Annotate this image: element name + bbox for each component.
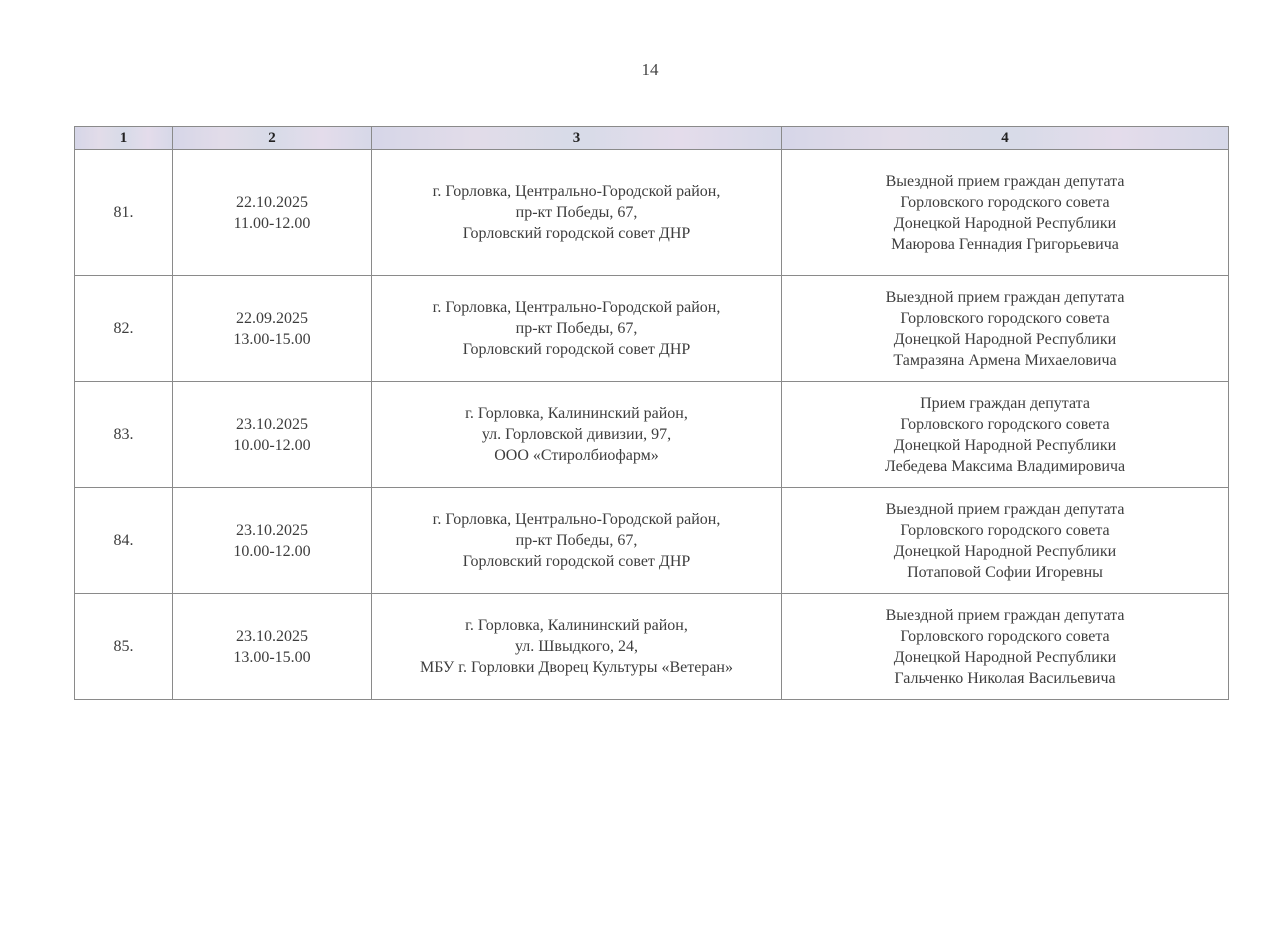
page-number: 14 — [641, 60, 659, 79]
event-line: Прием граждан депутата — [920, 394, 1090, 412]
address-line: г. Горловка, Центрально-Городской район, — [432, 183, 721, 200]
date: 22.10.2025 — [236, 193, 308, 211]
address-cell — [372, 488, 782, 594]
event-line: Выездной прием граждан депутата — [885, 172, 1125, 190]
address-line: Горловский городской совет ДНР — [462, 553, 691, 570]
column-header-3: 3 — [372, 127, 782, 150]
event-line: Горловского городского совета — [900, 627, 1110, 645]
row-number: 84. — [75, 488, 173, 594]
time: 11.00-12.00 — [233, 214, 311, 232]
time: 10.00-12.00 — [233, 436, 311, 454]
event-cell — [782, 382, 1229, 488]
time: 13.00-15.00 — [233, 648, 311, 666]
event-line: Маюрова Геннадия Григорьевича — [891, 235, 1119, 253]
address-line: ул. Горловской дивизии, 97, — [481, 426, 672, 443]
table-row — [75, 276, 1229, 382]
table-row — [75, 488, 1229, 594]
address-line: пр-кт Победы, 67, — [515, 532, 638, 549]
date-time-cell — [173, 382, 372, 488]
address-line: г. Горловка, Центрально-Городской район, — [432, 299, 721, 316]
event-cell — [782, 150, 1229, 276]
address-line: пр-кт Победы, 67, — [515, 320, 638, 337]
row-number: 83. — [75, 382, 173, 488]
date: 23.10.2025 — [236, 415, 308, 433]
header-row — [75, 127, 1229, 150]
date-time-cell — [173, 150, 372, 276]
address-cell — [372, 382, 782, 488]
date-time-cell — [173, 276, 372, 382]
address-line: Горловский городской совет ДНР — [462, 225, 691, 242]
table-row — [75, 382, 1229, 488]
address-cell — [372, 276, 782, 382]
date-time-cell — [173, 594, 372, 700]
event-line: Выездной прием граждан депутата — [885, 606, 1125, 624]
column-header-4: 4 — [782, 127, 1229, 150]
event-line: Гальченко Николая Васильевича — [894, 669, 1116, 687]
schedule-table — [74, 126, 1229, 700]
row-number: 85. — [75, 594, 173, 700]
table-row — [75, 150, 1229, 276]
event-line: Выездной прием граждан депутата — [885, 288, 1125, 306]
table-row — [75, 594, 1229, 700]
date: 23.10.2025 — [236, 521, 308, 539]
address-line: Горловский городской совет ДНР — [462, 341, 691, 358]
address-line: г. Горловка, Калининский район, — [465, 405, 688, 422]
event-line: Горловского городского совета — [900, 193, 1110, 211]
address-line: г. Горловка, Калининский район, — [465, 617, 688, 634]
date-time-cell — [173, 488, 372, 594]
event-cell — [782, 488, 1229, 594]
event-line: Горловского городского совета — [900, 309, 1110, 327]
date: 22.09.2025 — [236, 309, 308, 327]
event-line: Горловского городского совета — [900, 521, 1110, 539]
address-line: ООО «Стиролбиофарм» — [494, 447, 659, 464]
event-line: Донецкой Народной Республики — [893, 330, 1117, 348]
date: 23.10.2025 — [236, 627, 308, 645]
event-line: Лебедева Максима Владимировича — [884, 457, 1126, 475]
time: 13.00-15.00 — [233, 330, 311, 348]
time: 10.00-12.00 — [233, 542, 311, 560]
event-cell — [782, 276, 1229, 382]
column-header-2: 2 — [173, 127, 372, 150]
column-header-1: 1 — [75, 127, 173, 150]
event-line: Тамразяна Армена Михаеловича — [893, 351, 1117, 369]
row-number: 82. — [75, 276, 173, 382]
event-line: Потаповой Софии Игоревны — [907, 563, 1103, 581]
event-line: Горловского городского совета — [900, 415, 1110, 433]
address-cell — [372, 150, 782, 276]
event-line: Выездной прием граждан депутата — [885, 500, 1125, 518]
event-line: Донецкой Народной Республики — [893, 648, 1117, 666]
address-line: г. Горловка, Центрально-Городской район, — [432, 511, 721, 528]
address-line: ул. Швыдкого, 24, — [515, 638, 638, 655]
address-line: МБУ г. Горловки Дворец Культуры «Ветеран» — [420, 659, 733, 676]
event-line: Донецкой Народной Республики — [893, 214, 1117, 232]
address-line: пр-кт Победы, 67, — [515, 204, 638, 221]
row-number: 81. — [75, 150, 173, 276]
address-cell — [372, 594, 782, 700]
event-line: Донецкой Народной Республики — [893, 542, 1117, 560]
event-line: Донецкой Народной Республики — [893, 436, 1117, 454]
event-cell — [782, 594, 1229, 700]
